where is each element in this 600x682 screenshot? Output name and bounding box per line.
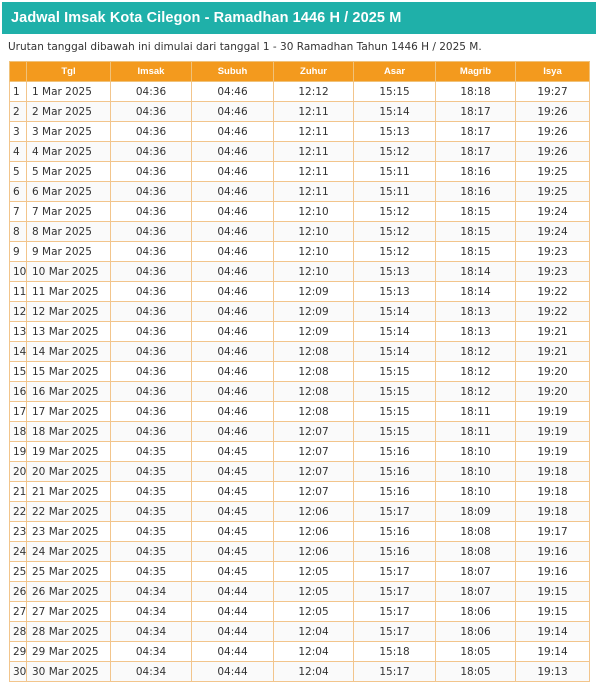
cell-number: 19: [10, 442, 27, 462]
cell-zuhur: 12:10: [274, 222, 354, 242]
cell-asar: 15:12: [354, 222, 436, 242]
table-row: [10, 162, 590, 182]
table-row: [10, 642, 590, 662]
cell-imsak: 04:36: [111, 322, 192, 342]
cell-subuh: 04:46: [192, 122, 274, 142]
cell-zuhur: 12:04: [274, 642, 354, 662]
cell-isya: 19:15: [516, 582, 590, 602]
cell-asar: 15:13: [354, 262, 436, 282]
cell-magrib: 18:06: [436, 622, 516, 642]
cell-subuh: 04:46: [192, 382, 274, 402]
cell-isya: 19:22: [516, 302, 590, 322]
cell-subuh: 04:46: [192, 242, 274, 262]
table-row: [10, 122, 590, 142]
cell-magrib: 18:15: [436, 242, 516, 262]
cell-subuh: 04:46: [192, 82, 274, 102]
cell-imsak: 04:36: [111, 302, 192, 322]
cell-number: 10: [10, 262, 27, 282]
cell-imsak: 04:34: [111, 582, 192, 602]
cell-number: 6: [10, 182, 27, 202]
cell-magrib: 18:17: [436, 142, 516, 162]
cell-isya: 19:27: [516, 82, 590, 102]
cell-zuhur: 12:09: [274, 282, 354, 302]
cell-asar: 15:16: [354, 542, 436, 562]
table-row: [10, 282, 590, 302]
cell-date: 3 Mar 2025: [27, 122, 111, 142]
cell-zuhur: 12:11: [274, 162, 354, 182]
cell-imsak: 04:35: [111, 442, 192, 462]
cell-date: 17 Mar 2025: [27, 402, 111, 422]
cell-subuh: 04:46: [192, 262, 274, 282]
cell-imsak: 04:36: [111, 402, 192, 422]
cell-subuh: 04:45: [192, 462, 274, 482]
cell-subuh: 04:45: [192, 542, 274, 562]
cell-zuhur: 12:09: [274, 322, 354, 342]
cell-date: 11 Mar 2025: [27, 282, 111, 302]
cell-imsak: 04:36: [111, 422, 192, 442]
header-isya: Isya: [516, 62, 590, 82]
table-row: [10, 462, 590, 482]
table-row: [10, 662, 590, 682]
cell-date: 28 Mar 2025: [27, 622, 111, 642]
cell-asar: 15:15: [354, 382, 436, 402]
cell-magrib: 18:12: [436, 362, 516, 382]
cell-imsak: 04:36: [111, 182, 192, 202]
cell-isya: 19:24: [516, 202, 590, 222]
table-row: [10, 622, 590, 642]
cell-magrib: 18:12: [436, 382, 516, 402]
table-row: [10, 382, 590, 402]
cell-number: 16: [10, 382, 27, 402]
cell-zuhur: 12:04: [274, 662, 354, 682]
cell-asar: 15:12: [354, 142, 436, 162]
cell-isya: 19:15: [516, 602, 590, 622]
cell-subuh: 04:45: [192, 522, 274, 542]
cell-subuh: 04:45: [192, 442, 274, 462]
header-subuh: Subuh: [192, 62, 274, 82]
table-row: [10, 102, 590, 122]
cell-isya: 19:26: [516, 142, 590, 162]
cell-subuh: 04:46: [192, 222, 274, 242]
cell-date: 15 Mar 2025: [27, 362, 111, 382]
cell-number: 3: [10, 122, 27, 142]
cell-imsak: 04:36: [111, 202, 192, 222]
table-row: [10, 302, 590, 322]
cell-number: 9: [10, 242, 27, 262]
cell-magrib: 18:05: [436, 662, 516, 682]
cell-imsak: 04:35: [111, 562, 192, 582]
cell-zuhur: 12:07: [274, 482, 354, 502]
cell-subuh: 04:44: [192, 662, 274, 682]
cell-asar: 15:13: [354, 282, 436, 302]
cell-subuh: 04:46: [192, 362, 274, 382]
table-row: [10, 582, 590, 602]
cell-subuh: 04:46: [192, 322, 274, 342]
cell-asar: 15:15: [354, 422, 436, 442]
cell-asar: 15:16: [354, 442, 436, 462]
cell-magrib: 18:13: [436, 302, 516, 322]
cell-date: 8 Mar 2025: [27, 222, 111, 242]
cell-subuh: 04:46: [192, 202, 274, 222]
cell-date: 19 Mar 2025: [27, 442, 111, 462]
cell-magrib: 18:14: [436, 282, 516, 302]
cell-asar: 15:17: [354, 502, 436, 522]
cell-number: 22: [10, 502, 27, 522]
cell-asar: 15:15: [354, 362, 436, 382]
cell-magrib: 18:07: [436, 582, 516, 602]
cell-isya: 19:21: [516, 342, 590, 362]
cell-asar: 15:15: [354, 82, 436, 102]
cell-isya: 19:16: [516, 542, 590, 562]
table-row: [10, 242, 590, 262]
cell-subuh: 04:46: [192, 182, 274, 202]
table-header-row: [10, 62, 590, 82]
header-zuhur: Zuhur: [274, 62, 354, 82]
cell-zuhur: 12:10: [274, 262, 354, 282]
page-subtitle: Urutan tanggal dibawah ini dimulai dari tanggal 1 - 30 Ramadhan Tahun 1446 H / 2025 M.: [8, 41, 482, 53]
cell-imsak: 04:34: [111, 622, 192, 642]
cell-number: 12: [10, 302, 27, 322]
cell-isya: 19:18: [516, 502, 590, 522]
cell-imsak: 04:34: [111, 642, 192, 662]
cell-magrib: 18:13: [436, 322, 516, 342]
cell-date: 6 Mar 2025: [27, 182, 111, 202]
cell-zuhur: 12:11: [274, 122, 354, 142]
table-row: [10, 142, 590, 162]
cell-number: 2: [10, 102, 27, 122]
table-row: [10, 482, 590, 502]
cell-magrib: 18:18: [436, 82, 516, 102]
header-asar: Asar: [354, 62, 436, 82]
cell-date: 2 Mar 2025: [27, 102, 111, 122]
cell-zuhur: 12:08: [274, 342, 354, 362]
cell-subuh: 04:44: [192, 602, 274, 622]
cell-imsak: 04:35: [111, 502, 192, 522]
cell-asar: 15:13: [354, 122, 436, 142]
cell-zuhur: 12:08: [274, 402, 354, 422]
cell-subuh: 04:46: [192, 422, 274, 442]
table-row: [10, 442, 590, 462]
cell-zuhur: 12:11: [274, 142, 354, 162]
cell-asar: 15:14: [354, 102, 436, 122]
cell-imsak: 04:36: [111, 362, 192, 382]
cell-imsak: 04:36: [111, 122, 192, 142]
cell-isya: 19:24: [516, 222, 590, 242]
cell-magrib: 18:06: [436, 602, 516, 622]
cell-magrib: 18:16: [436, 162, 516, 182]
cell-magrib: 18:07: [436, 562, 516, 582]
cell-imsak: 04:34: [111, 662, 192, 682]
cell-isya: 19:25: [516, 182, 590, 202]
cell-asar: 15:16: [354, 462, 436, 482]
cell-imsak: 04:36: [111, 262, 192, 282]
table-row: [10, 182, 590, 202]
cell-isya: 19:14: [516, 642, 590, 662]
cell-asar: 15:17: [354, 602, 436, 622]
cell-subuh: 04:46: [192, 402, 274, 422]
cell-imsak: 04:36: [111, 242, 192, 262]
cell-number: 15: [10, 362, 27, 382]
table-row: [10, 82, 590, 102]
cell-subuh: 04:46: [192, 162, 274, 182]
cell-date: 14 Mar 2025: [27, 342, 111, 362]
cell-isya: 19:19: [516, 442, 590, 462]
cell-imsak: 04:36: [111, 162, 192, 182]
cell-number: 4: [10, 142, 27, 162]
cell-zuhur: 12:06: [274, 522, 354, 542]
cell-subuh: 04:46: [192, 282, 274, 302]
cell-date: 13 Mar 2025: [27, 322, 111, 342]
cell-zuhur: 12:07: [274, 442, 354, 462]
cell-asar: 15:14: [354, 342, 436, 362]
cell-isya: 19:17: [516, 522, 590, 542]
cell-date: 7 Mar 2025: [27, 202, 111, 222]
table-row: [10, 222, 590, 242]
table-row: [10, 562, 590, 582]
table-row: [10, 362, 590, 382]
cell-asar: 15:16: [354, 522, 436, 542]
cell-imsak: 04:36: [111, 102, 192, 122]
table-row: [10, 262, 590, 282]
cell-subuh: 04:45: [192, 482, 274, 502]
cell-magrib: 18:09: [436, 502, 516, 522]
cell-isya: 19:16: [516, 562, 590, 582]
cell-isya: 19:26: [516, 102, 590, 122]
cell-magrib: 18:10: [436, 442, 516, 462]
cell-isya: 19:19: [516, 422, 590, 442]
cell-magrib: 18:16: [436, 182, 516, 202]
cell-number: 17: [10, 402, 27, 422]
cell-subuh: 04:46: [192, 102, 274, 122]
cell-isya: 19:18: [516, 462, 590, 482]
cell-number: 21: [10, 482, 27, 502]
cell-asar: 15:12: [354, 242, 436, 262]
cell-subuh: 04:44: [192, 642, 274, 662]
cell-zuhur: 12:06: [274, 542, 354, 562]
cell-magrib: 18:11: [436, 422, 516, 442]
cell-zuhur: 12:08: [274, 362, 354, 382]
cell-imsak: 04:36: [111, 142, 192, 162]
cell-zuhur: 12:05: [274, 602, 354, 622]
cell-asar: 15:11: [354, 162, 436, 182]
cell-isya: 19:21: [516, 322, 590, 342]
cell-imsak: 04:35: [111, 482, 192, 502]
cell-date: 22 Mar 2025: [27, 502, 111, 522]
table-row: [10, 502, 590, 522]
cell-number: 13: [10, 322, 27, 342]
cell-zuhur: 12:10: [274, 202, 354, 222]
cell-number: 30: [10, 662, 27, 682]
cell-asar: 15:14: [354, 322, 436, 342]
cell-imsak: 04:34: [111, 602, 192, 622]
cell-isya: 19:26: [516, 122, 590, 142]
cell-date: 25 Mar 2025: [27, 562, 111, 582]
cell-date: 12 Mar 2025: [27, 302, 111, 322]
cell-number: 23: [10, 522, 27, 542]
page-title: Jadwal Imsak Kota Cilegon - Ramadhan 1446 H / 2025 M: [2, 2, 596, 34]
cell-asar: 15:11: [354, 182, 436, 202]
cell-isya: 19:23: [516, 262, 590, 282]
table-row: [10, 402, 590, 422]
cell-asar: 15:18: [354, 642, 436, 662]
schedule-table: [9, 61, 590, 682]
cell-number: 5: [10, 162, 27, 182]
cell-imsak: 04:36: [111, 222, 192, 242]
cell-date: 9 Mar 2025: [27, 242, 111, 262]
cell-magrib: 18:11: [436, 402, 516, 422]
cell-isya: 19:19: [516, 402, 590, 422]
table-row: [10, 522, 590, 542]
cell-asar: 15:14: [354, 302, 436, 322]
cell-number: 18: [10, 422, 27, 442]
table-row: [10, 422, 590, 442]
cell-magrib: 18:10: [436, 462, 516, 482]
cell-date: 16 Mar 2025: [27, 382, 111, 402]
cell-zuhur: 12:09: [274, 302, 354, 322]
cell-magrib: 18:15: [436, 222, 516, 242]
cell-number: 14: [10, 342, 27, 362]
cell-subuh: 04:46: [192, 302, 274, 322]
cell-magrib: 18:08: [436, 522, 516, 542]
cell-date: 10 Mar 2025: [27, 262, 111, 282]
cell-magrib: 18:15: [436, 202, 516, 222]
cell-magrib: 18:12: [436, 342, 516, 362]
table-row: [10, 322, 590, 342]
cell-zuhur: 12:10: [274, 242, 354, 262]
cell-date: 1 Mar 2025: [27, 82, 111, 102]
cell-asar: 15:17: [354, 662, 436, 682]
cell-date: 23 Mar 2025: [27, 522, 111, 542]
cell-number: 26: [10, 582, 27, 602]
cell-number: 7: [10, 202, 27, 222]
cell-date: 21 Mar 2025: [27, 482, 111, 502]
cell-subuh: 04:44: [192, 622, 274, 642]
cell-isya: 19:25: [516, 162, 590, 182]
cell-subuh: 04:45: [192, 502, 274, 522]
cell-date: 24 Mar 2025: [27, 542, 111, 562]
cell-date: 20 Mar 2025: [27, 462, 111, 482]
cell-imsak: 04:35: [111, 522, 192, 542]
cell-date: 27 Mar 2025: [27, 602, 111, 622]
cell-zuhur: 12:07: [274, 422, 354, 442]
cell-isya: 19:23: [516, 242, 590, 262]
cell-isya: 19:18: [516, 482, 590, 502]
cell-number: 1: [10, 82, 27, 102]
cell-asar: 15:15: [354, 402, 436, 422]
cell-magrib: 18:05: [436, 642, 516, 662]
cell-zuhur: 12:05: [274, 582, 354, 602]
table-row: [10, 602, 590, 622]
cell-asar: 15:17: [354, 582, 436, 602]
cell-subuh: 04:46: [192, 142, 274, 162]
header-imsak: Imsak: [111, 62, 192, 82]
cell-zuhur: 12:06: [274, 502, 354, 522]
cell-subuh: 04:46: [192, 342, 274, 362]
table-row: [10, 542, 590, 562]
cell-date: 5 Mar 2025: [27, 162, 111, 182]
cell-isya: 19:22: [516, 282, 590, 302]
cell-imsak: 04:36: [111, 342, 192, 362]
cell-imsak: 04:36: [111, 282, 192, 302]
cell-isya: 19:14: [516, 622, 590, 642]
cell-zuhur: 12:05: [274, 562, 354, 582]
cell-number: 24: [10, 542, 27, 562]
cell-magrib: 18:10: [436, 482, 516, 502]
cell-date: 4 Mar 2025: [27, 142, 111, 162]
cell-zuhur: 12:11: [274, 182, 354, 202]
cell-zuhur: 12:08: [274, 382, 354, 402]
cell-imsak: 04:36: [111, 382, 192, 402]
cell-asar: 15:17: [354, 622, 436, 642]
cell-imsak: 04:35: [111, 462, 192, 482]
cell-number: 27: [10, 602, 27, 622]
cell-zuhur: 12:07: [274, 462, 354, 482]
cell-zuhur: 12:11: [274, 102, 354, 122]
cell-number: 20: [10, 462, 27, 482]
cell-subuh: 04:44: [192, 582, 274, 602]
cell-imsak: 04:35: [111, 542, 192, 562]
cell-zuhur: 12:12: [274, 82, 354, 102]
header-tgl: Tgl: [27, 62, 111, 82]
cell-date: 26 Mar 2025: [27, 582, 111, 602]
cell-subuh: 04:45: [192, 562, 274, 582]
cell-isya: 19:13: [516, 662, 590, 682]
cell-isya: 19:20: [516, 362, 590, 382]
table-row: [10, 202, 590, 222]
cell-zuhur: 12:04: [274, 622, 354, 642]
cell-date: 30 Mar 2025: [27, 662, 111, 682]
cell-number: 28: [10, 622, 27, 642]
cell-asar: 15:17: [354, 562, 436, 582]
cell-number: 29: [10, 642, 27, 662]
cell-asar: 15:12: [354, 202, 436, 222]
cell-number: 25: [10, 562, 27, 582]
cell-magrib: 18:17: [436, 102, 516, 122]
header-magrib: Magrib: [436, 62, 516, 82]
cell-magrib: 18:14: [436, 262, 516, 282]
cell-isya: 19:20: [516, 382, 590, 402]
cell-asar: 15:16: [354, 482, 436, 502]
table-body: [10, 82, 590, 682]
cell-date: 29 Mar 2025: [27, 642, 111, 662]
header-number: [10, 62, 27, 82]
cell-magrib: 18:17: [436, 122, 516, 142]
cell-imsak: 04:36: [111, 82, 192, 102]
cell-number: 8: [10, 222, 27, 242]
cell-magrib: 18:08: [436, 542, 516, 562]
cell-date: 18 Mar 2025: [27, 422, 111, 442]
table-row: [10, 342, 590, 362]
cell-number: 11: [10, 282, 27, 302]
